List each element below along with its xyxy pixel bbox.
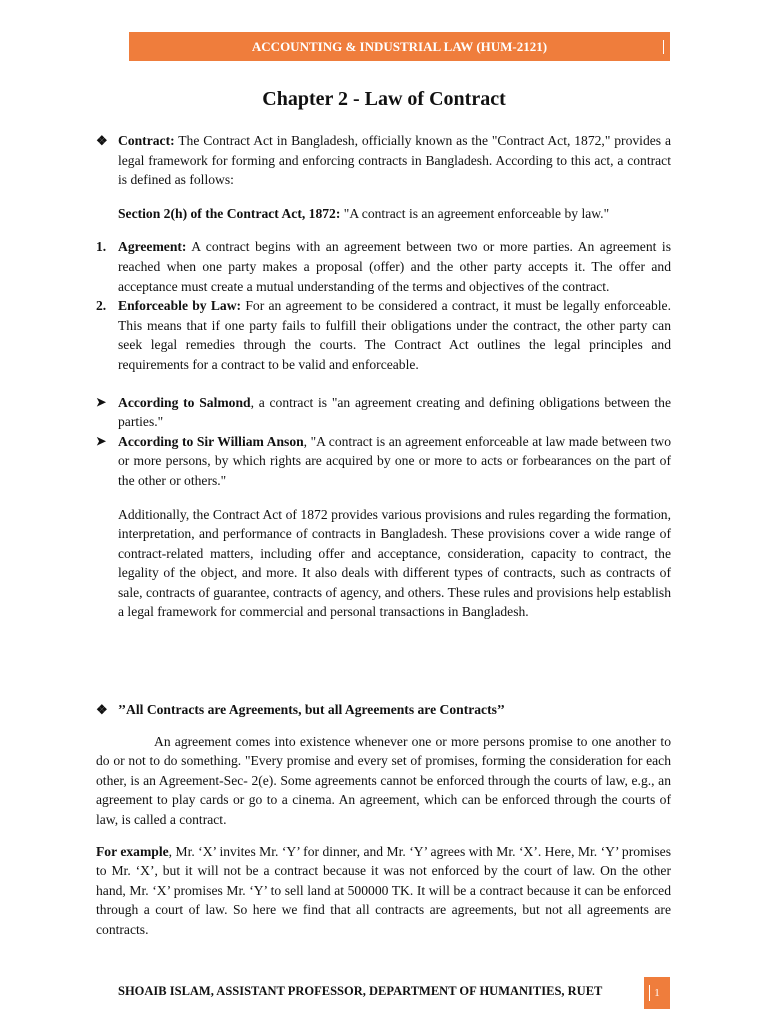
- section-text: "A contract is an agreement enforceable by law.": [340, 205, 610, 221]
- contract-term: Contract:: [118, 133, 175, 148]
- arrow-bullet-icon: ➤: [96, 433, 107, 448]
- item-term: Agreement:: [118, 239, 187, 255]
- section-definition: [96, 204, 671, 224]
- item-term: Enforceable by Law:: [118, 298, 242, 314]
- numbered-item-enforceable: [96, 296, 671, 374]
- header-divider: [663, 40, 664, 54]
- definition-salmond: [96, 393, 671, 432]
- definition-source: According to Sir William Anson: [118, 433, 304, 449]
- additional-text: Additionally, the Contract Act of 1872 provides various provisions and rules regarding the formation, interpretation, and performance of contracts in Bangladesh. These provisions cover a wide range of contract-related matters, including offer and acceptance, consideration, capacity to contract, the legality of the object, and more. It also deals with different types of contracts, such as contracts of sale, contracts of guarantee, contracts of agency, and others. These rules and provisions help establish a legal framework for commercial and personal transactions in Bangladesh.: [118, 506, 671, 620]
- arrow-bullet-icon: ➤: [96, 394, 107, 409]
- example-paragraph: [96, 842, 671, 940]
- course-title: ACCOUNTING & INDUSTRIAL LAW (HUM-2121): [251, 38, 548, 54]
- item-text: A contract begins with an agreement between two or more parties. An agreement is reached when one party makes a proposal (offer) and the other party accepts it. The offer and acceptance must create a mutual understanding of the terms and objectives of the contract.: [118, 239, 671, 294]
- definition-text: , "A contract is an agreement enforceable at law made between two or more persons, by which rights are acquired by one or more to acts or forbearances on the part of the other or others.": [118, 433, 671, 488]
- chapter-title: Chapter 2 - Law of Contract: [262, 88, 506, 110]
- contract-intro: [96, 131, 671, 190]
- definition-anson: [96, 432, 671, 491]
- agreement-paragraph: An agreement comes into existence whenever one or more persons promise to one another to do or not to do something. "Every promise and every set of promises, forming the consideration for each other, is an Agreement-Sec- 2(e). Some agreements cannot be enforced through the courts of law, e.g., an agreement to play cards or go to a cinema. An agreement, which can be enforced through the courts of law, is called a contract.: [96, 733, 671, 828]
- numbered-item-agreement: [96, 237, 671, 296]
- page-number: 1: [654, 987, 660, 999]
- example-label: For example: [96, 843, 169, 859]
- page-divider: [649, 985, 650, 1001]
- definition-text: , a contract is "an agreement creating and defining obligations between the parties.": [118, 394, 672, 430]
- document-body: [96, 131, 671, 940]
- additional-paragraph: [96, 505, 671, 623]
- diamond-bullet-icon: ❖: [96, 702, 108, 718]
- section-ref: Section 2(h) of the Contract Act, 1872:: [118, 205, 341, 221]
- contract-intro-text: The Contract Act in Bangladesh, officially known as the "Contract Act, 1872," provides a legal framework for forming and enforcing contracts in Bangladesh. According to this act, a contract is defined as follows:: [118, 133, 671, 188]
- section-heading-text: ’’All Contracts are Agreements, but all Agreements are Contracts’’: [118, 702, 505, 718]
- item-number: 1.: [96, 239, 107, 255]
- section-heading: [96, 700, 671, 720]
- definition-source: According to Salmond: [118, 394, 251, 410]
- diamond-bullet-icon: ❖: [96, 133, 108, 148]
- course-header-bar: [129, 32, 670, 61]
- item-number: 2.: [96, 298, 107, 314]
- item-text: For an agreement to be considered a contract, it must be legally enforceable. This means that if one party fails to fulfill their obligations under the contract, the other party can seek legal remedies through the courts. The Contract Act outlines the legal principles and requirements for a contract to be valid and enforceable.: [118, 298, 671, 372]
- page-number-box: [644, 977, 670, 1009]
- example-text: , Mr. ‘X’ invites Mr. ‘Y’ for dinner, and Mr. ‘Y’ agrees with Mr. ‘X’. Here, Mr. ‘Y’ promises to Mr. ‘X’, but it will not be a contract because it was not enforced by the court of law. On the other hand, Mr. ‘X’ promises Mr. ‘Y’ to sell land at 500000 TK. It will be a contract because it can be enforced through a court of law. So here we find that all contracts are agreements, but not all agreements are contracts.: [96, 843, 671, 937]
- footer-author: SHOAIB ISLAM, ASSISTANT PROFESSOR, DEPARTMENT OF HUMANITIES, RUET: [118, 984, 603, 998]
